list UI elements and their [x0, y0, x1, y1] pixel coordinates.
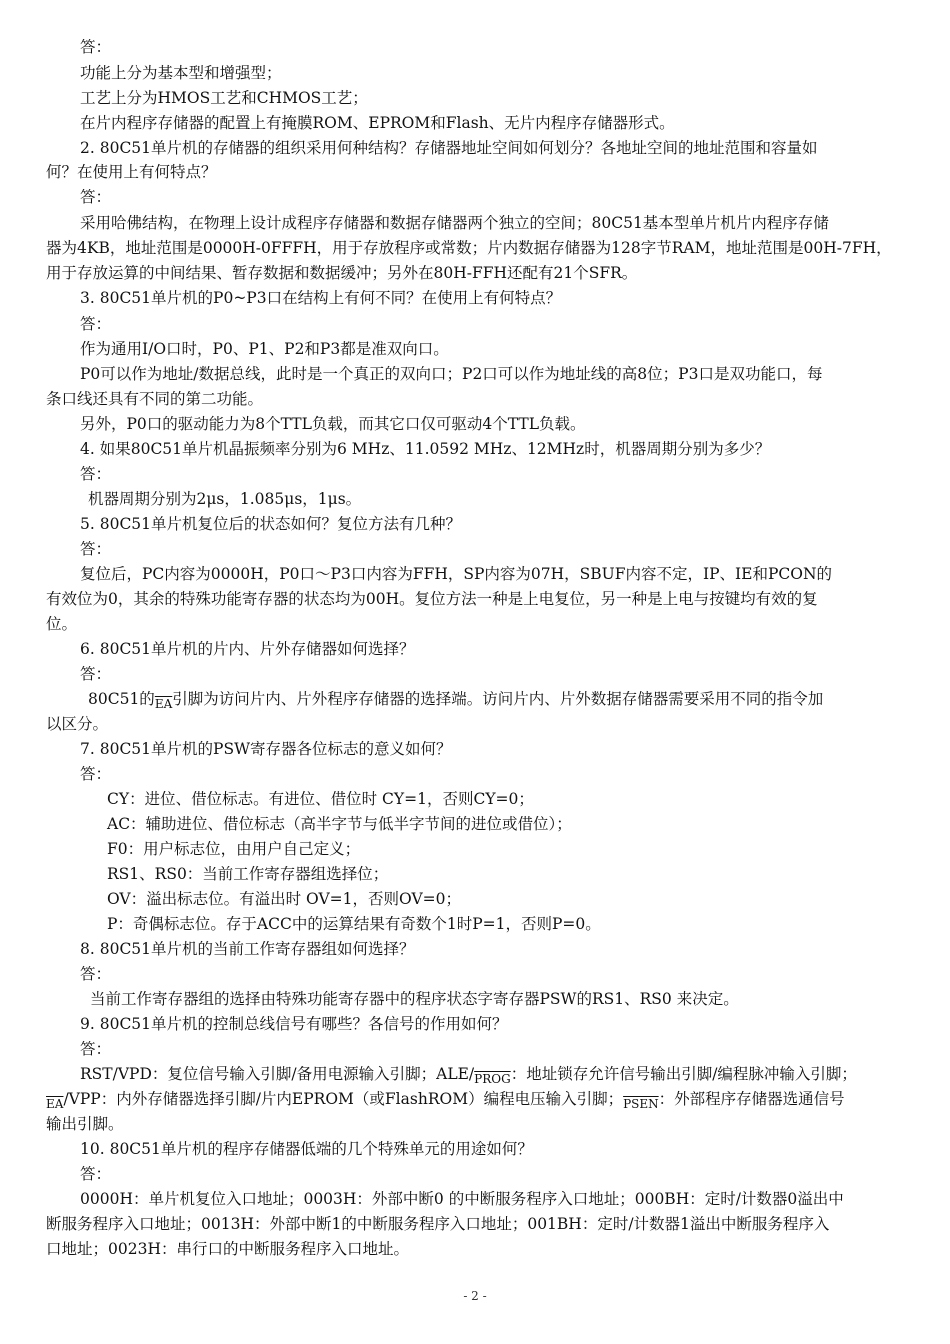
question-4: 4. 如果80C51单片机晶振频率分别为6 MHz、11.0592 MHz、12MHz时，机器周期分别为多少？	[80, 440, 771, 458]
question-3: 3. 80C51单片机的P0~P3口在结构上有何不同？在使用上有何特点？	[80, 289, 562, 307]
text-line: 当前工作寄存器组的选择由特殊功能寄存器中的程序状态字寄存器PSW的RS1、RS0 来决定。	[90, 990, 739, 1008]
answer-label: 答：	[80, 965, 112, 983]
answer-label: 答：	[80, 315, 112, 333]
question-6: 6. 80C51单片机的片内、片外存储器如何选择？	[80, 640, 415, 658]
text-line: 采用哈佛结构，在物理上设计成程序存储器和数据存储器两个独立的空间；80C51基本型单片机片内程序存储	[80, 214, 829, 232]
answer-label: 答：	[80, 1165, 112, 1183]
text-line: RST/VPD：复位信号输入引脚/备用电源输入引脚；ALE/$_{PROG}$：地址锁存允许信号输出引脚/编程脉冲输入引脚；	[80, 1065, 857, 1086]
text-line: 口地址；0023H：串行口的中断服务程序入口地址。	[46, 1240, 409, 1258]
question-8: 8. 80C51单片机的当前工作寄存器组如何选择？	[80, 940, 415, 958]
text-line: 功能上分为基本型和增强型；	[80, 64, 282, 82]
flag-f0: F0：用户标志位，由用户自己定义；	[107, 840, 361, 858]
text-line: 0000H：单片机复位入口地址；0003H：外部中断0 的中断服务程序入口地址；000BH：定时/计数器0溢出中	[80, 1190, 844, 1208]
question-2: 2. 80C51单片机的存储器的组织采用何种结构？存储器地址空间如何划分？各地址空间的地址范围和容量如	[80, 139, 818, 157]
question-5: 5. 80C51单片机复位后的状态如何？复位方法有几种？	[80, 515, 462, 533]
question-10: 10. 80C51单片机的程序存储器低端的几个特殊单元的用途如何？	[80, 1140, 533, 1158]
flag-rs: RS1、RS0：当前工作寄存器组选择位；	[107, 865, 389, 883]
text-line: 用于存放运算的中间结果、暂存数据和数据缓冲；另外在80H-FFH还配有21个SFR。	[46, 264, 638, 282]
text-line: 复位后，PC内容为0000H，P0口～P3口内容为FFH，SP内容为07H，SBUF内容不定，IP、IE和PCON的	[80, 565, 833, 583]
text-line: 以区分。	[46, 715, 109, 733]
text-line: P0可以作为地址/数据总线，此时是一个真正的双向口；P2口可以作为地址线的高8位；P3口是双功能口，每	[80, 365, 823, 383]
ea-signal: EA	[46, 1097, 64, 1111]
psen-signal: PSEN	[623, 1097, 659, 1111]
page-number: - 2 -	[463, 1289, 487, 1303]
answer-label: 答：	[80, 465, 112, 483]
flag-cy: CY：进位、借位标志。有进位、借位时 CY=1，否则CY=0；	[107, 790, 534, 808]
question-9: 9. 80C51单片机的控制总线信号有哪些？各信号的作用如何？	[80, 1015, 508, 1033]
answer-label: 答：	[80, 188, 112, 206]
text-line: 何？在使用上有何特点？	[46, 163, 217, 181]
text-line: 另外，P0口的驱动能力为8个TTL负载，而其它口仅可驱动4个TTL负载。	[80, 415, 586, 433]
text-line: 断服务程序入口地址；0013H：外部中断1的中断服务程序入口地址；001BH：定时/计数器1溢出中断服务程序入	[46, 1215, 830, 1233]
answer-label: 答：	[80, 765, 112, 783]
text-line: 作为通用I/O口时，P0、P1、P2和P3都是准双向口。	[80, 340, 449, 358]
flag-p: P：奇偶标志位。存于ACC中的运算结果有奇数个1时P=1，否则P=0。	[107, 915, 601, 933]
text-line: 有效位为0，其余的特殊功能寄存器的状态均为00H。复位方法一种是上电复位，另一种是上电与按键均有效的复	[46, 590, 818, 608]
question-7: 7. 80C51单片机的PSW寄存器各位标志的意义如何？	[80, 740, 452, 758]
flag-ov: OV：溢出标志位。有溢出时 OV=1，否则OV=0；	[107, 890, 462, 908]
ea-signal: EA	[154, 697, 173, 711]
text-line: 条口线还具有不同的第二功能。	[46, 390, 264, 408]
answer-label: 答：	[80, 1040, 112, 1058]
text-line: 器为4KB，地址范围是0000H-0FFFH，用于存放程序或常数；片内数据存储器为128字节RAM，地址范围是00H-7FH，	[46, 239, 892, 257]
prog-signal: PROG	[474, 1072, 511, 1086]
text-line: 工艺上分为HMOS工艺和CHMOS工艺；	[80, 89, 368, 107]
text-line: 位。	[46, 615, 78, 633]
answer-label: 答：	[80, 38, 112, 56]
answer-label: 答：	[80, 540, 112, 558]
text-line: 80C51的$_{\overline{EA}}$引脚为访问片内、片外程序存储器的选择端。访问片内、片外数据存储器需要采用不同的指令加	[88, 690, 824, 711]
text-line: 在片内程序存储器的配置上有掩膜ROM、EPROM和Flash、无片内程序存储器形式。	[80, 114, 675, 132]
text-line: 机器周期分别为2μs，1.085μs，1μs。	[88, 490, 362, 508]
flag-ac: AC：辅助进位、借位标志（高半字节与低半字节间的进位或借位）；	[107, 815, 572, 833]
answer-label: 答：	[80, 665, 112, 683]
text-line: 输出引脚。	[46, 1115, 124, 1133]
text-line: $_{\overline{EA}}$/VPP：内外存储器选择引脚/片内EPROM（或FlashROM）编程电压输入引脚；$_{PSEN}$：外部程序存储器选通信号	[46, 1090, 845, 1111]
